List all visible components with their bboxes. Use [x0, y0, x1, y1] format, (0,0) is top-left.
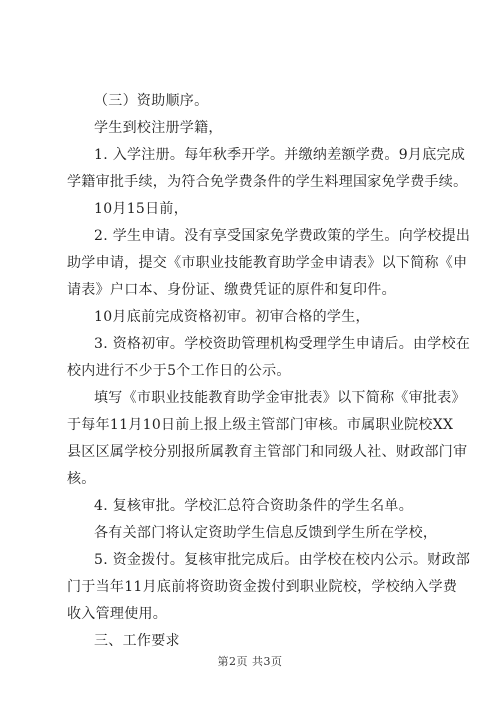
document-body — [67, 88, 471, 655]
paragraph-line: 10月15日前， — [94, 201, 189, 217]
paragraph-line: 核。 — [67, 471, 96, 487]
paragraph-line: 请表》户口本、身份证、缴费凭证的原件和复印件。 — [67, 282, 396, 298]
paragraph-line: 1. 入学注册。每年秋季开学。并缴纳差额学费。9月底完成 — [94, 147, 466, 163]
paragraph-line: 学籍审批手续，为符合免学费条件的学生料理国家免学费手续。 — [67, 174, 468, 190]
paragraph-line: 校内进行不少于5个工作日的公示。 — [67, 363, 291, 379]
paragraph-line: 填写《市职业技能教育助学金审批表》以下简称《审批表》 — [94, 390, 466, 406]
section-heading-funding-order: （三）资助顺序。 — [94, 93, 209, 109]
paragraph-line: 3. 资格初审。学校资助管理机构受理学生申请后。由学校在 — [94, 336, 471, 352]
paragraph-line: 助学申请，提交《市职业技能教育助学金申请表》以下简称《申 — [67, 255, 468, 271]
paragraph-line: 学生到校注册学籍， — [94, 120, 223, 136]
paragraph-line: 2. 学生申请。没有享受国家免学费政策的学生。向学校提出 — [94, 228, 471, 244]
section-heading-work-requirements: 三、工作要求 — [94, 633, 180, 649]
paragraph-line: 于每年11月10日前上报上级主管部门审核。市属职业院校XX — [67, 417, 454, 433]
paragraph-line: 5. 资金拨付。复核审批完成后。由学校在校内公示。财政部 — [94, 552, 471, 568]
paragraph-line: 县区区属学校分别报所属教育主管部门和同级人社、财政部门审 — [67, 444, 468, 460]
paragraph-line: 4. 复核审批。学校汇总符合资助条件的学生名单。 — [94, 498, 414, 514]
page-footer: 第2页 共3页 — [217, 655, 283, 668]
paragraph-line: 收入管理使用。 — [67, 606, 168, 622]
paragraph-line: 10月底前完成资格初审。初审合格的学生， — [94, 309, 370, 325]
paragraph-line: 各有关部门将认定资助学生信息反馈到学生所在学校， — [94, 525, 438, 541]
paragraph-line: 门于当年11月底前将资助资金拨付到职业院校，学校纳入学费 — [67, 579, 458, 595]
